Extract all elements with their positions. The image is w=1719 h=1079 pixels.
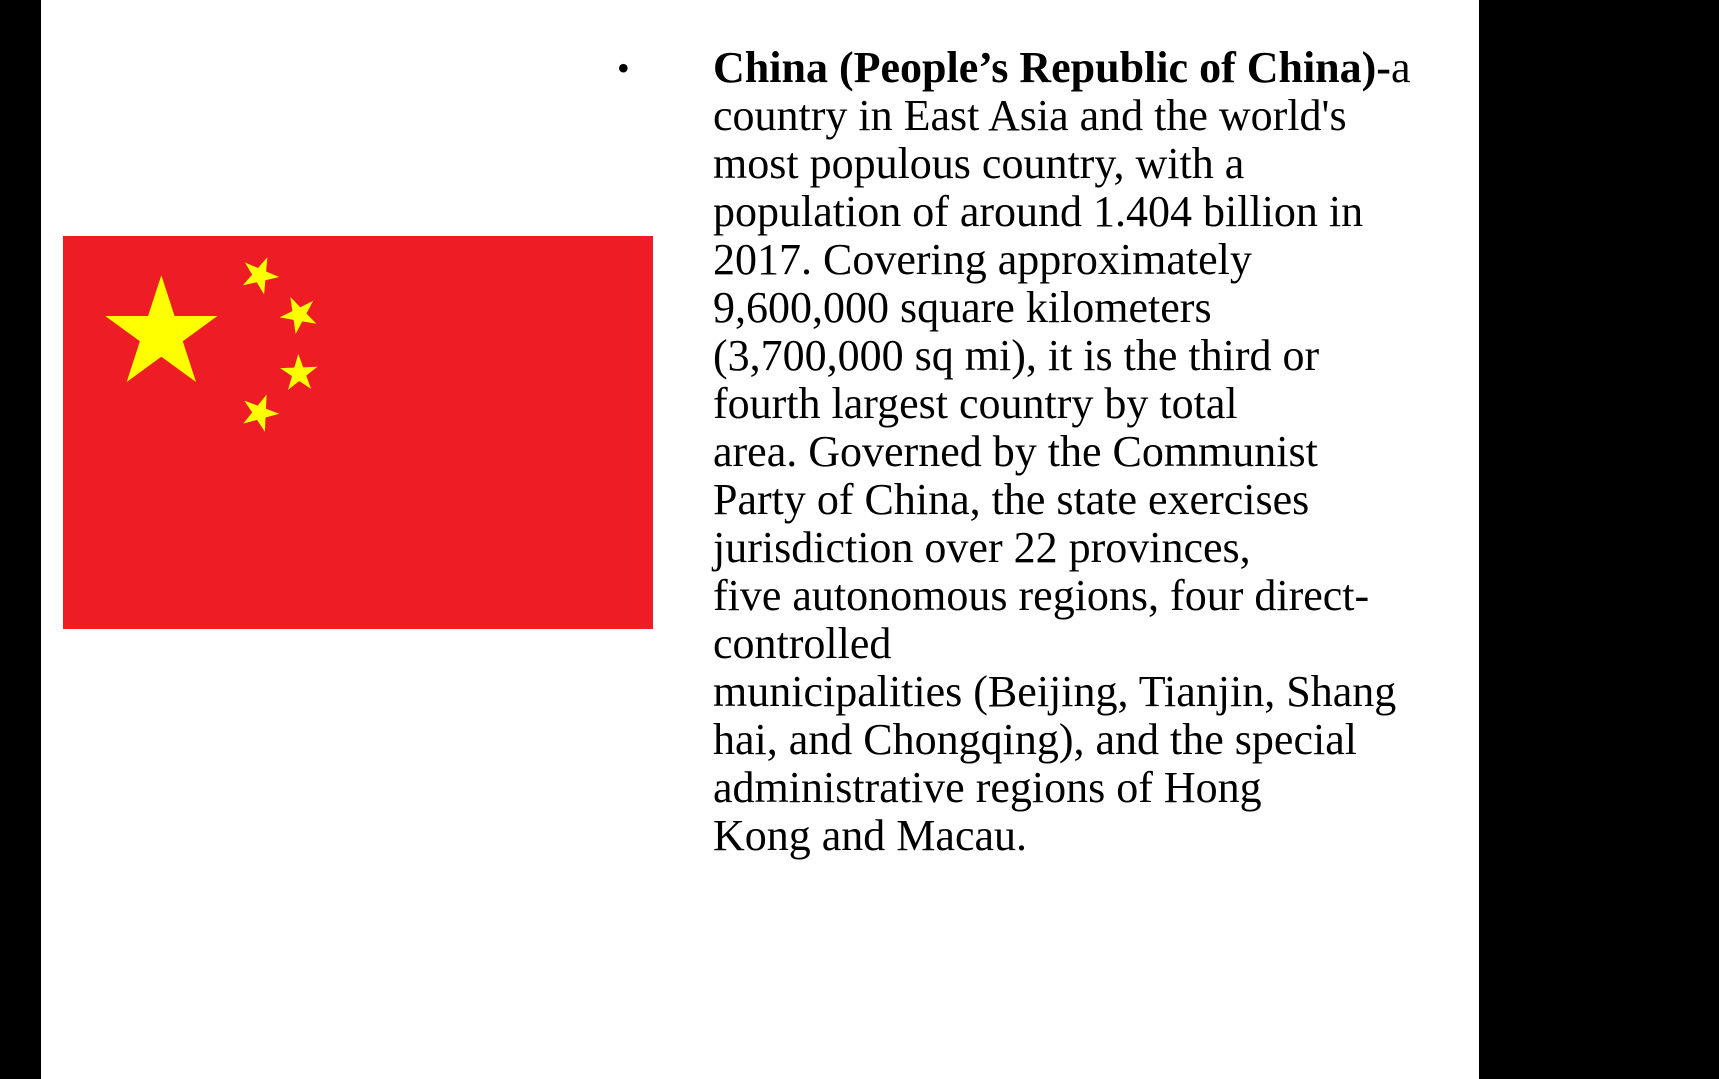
paragraph-line: (3,700,000 sq mi), it is the third or <box>713 331 1320 380</box>
paragraph-line: jurisdiction over 22 provinces, <box>713 523 1251 572</box>
paragraph-line: hai, and Chongqing), and the special <box>713 715 1357 764</box>
paragraph-line: most populous country, with a <box>713 139 1245 188</box>
paragraph-line: a <box>1390 43 1411 92</box>
paragraph-line: Kong and Macau. <box>713 811 1028 860</box>
text-block <box>617 44 1457 860</box>
paragraph-line: controlled <box>713 619 892 668</box>
slide <box>41 0 1479 1079</box>
paragraph-first-line <box>713 44 1449 92</box>
flag-field <box>63 236 653 629</box>
paragraph-line: 2017. Covering approximately <box>713 235 1252 284</box>
paragraph-line: five autonomous regions, four direct- <box>713 571 1370 620</box>
paragraph-line: population of around 1.404 billion in <box>713 187 1364 236</box>
paragraph-line: area. Governed by the Communist <box>713 427 1318 476</box>
heading: China (People’s Republic of China)- <box>713 43 1391 92</box>
paragraph-line: fourth largest country by total <box>713 379 1238 428</box>
bullet-marker: • <box>617 48 630 88</box>
paragraph-line: administrative regions of Hong <box>713 763 1262 812</box>
paragraph-line: Party of China, the state exercises <box>713 475 1310 524</box>
bullet-paragraph <box>713 44 1449 860</box>
china-flag-icon <box>63 236 653 629</box>
paragraph-line: 9,600,000 square kilometers <box>713 283 1212 332</box>
paragraph-line: municipalities (Beijing, Tianjin, Shang <box>713 667 1397 716</box>
paragraph-line: country in East Asia and the world's <box>713 91 1347 140</box>
